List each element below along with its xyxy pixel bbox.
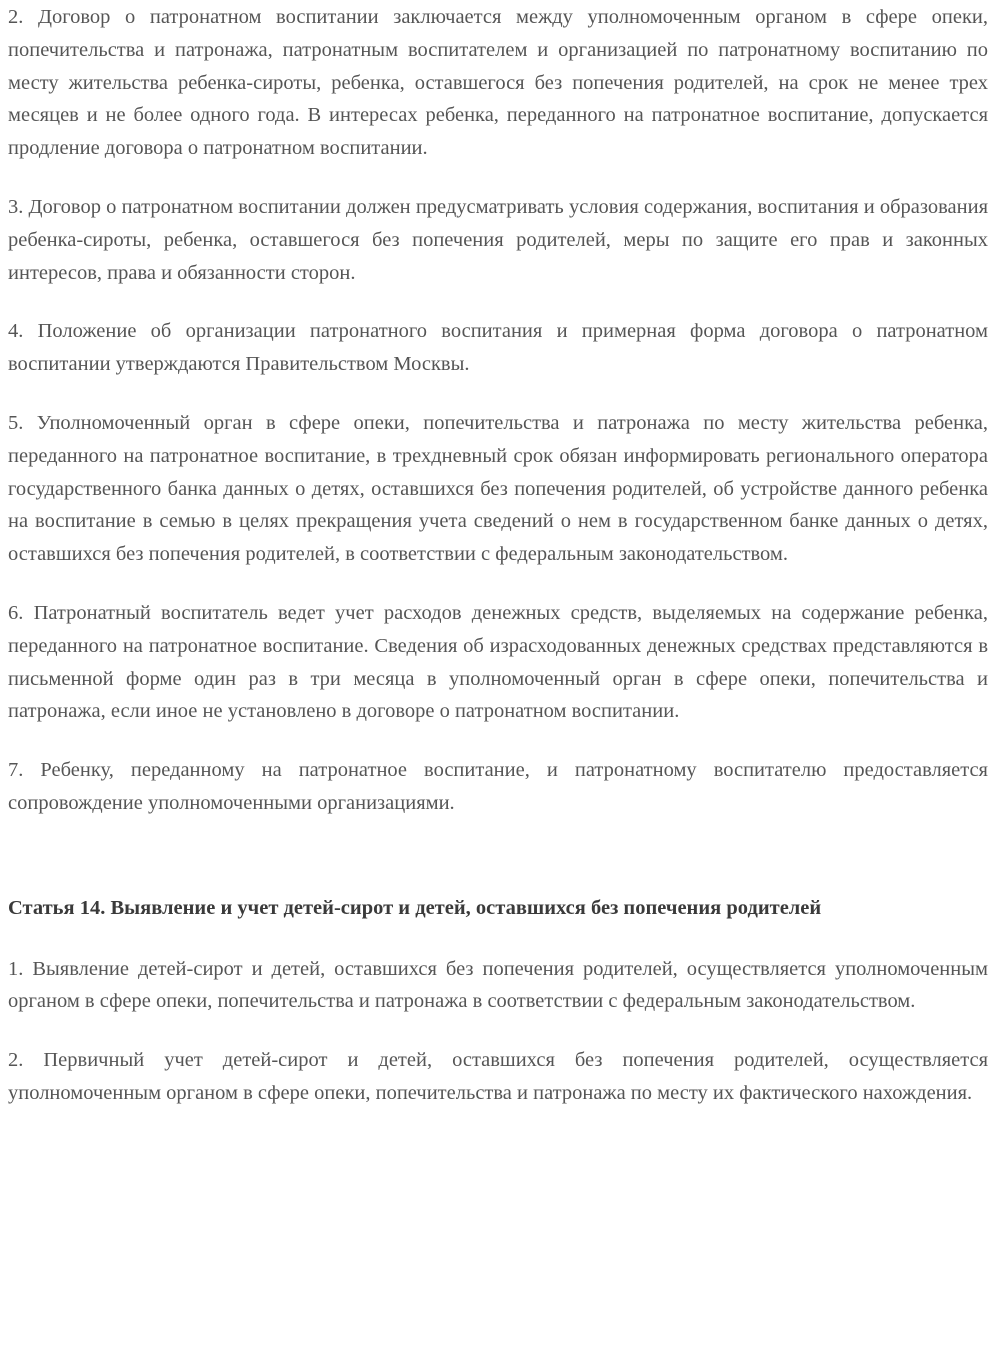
paragraph-3: 3. Договор о патронатном воспитании должен предусматривать условия содержания, воспитания и образования ребенка-сироты, ребенка, оставшегося без попечения родителей, меры по защите его прав и законных интересов, права и обязанности сторон. [8,195,988,284]
article-14-paragraph-2: 2. Первичный учет детей-сирот и детей, оставшихся без попечения родителей, осуществляется уполномоченным органом в сфере опеки, попечительства и патронажа по месту их фактического нахождения. [8,1049,988,1104]
paragraph-5: 5. Уполномоченный орган в сфере опеки, попечительства и патронажа по месту жительства ребенка, переданного на патронатное воспитание, в трехдневный срок обязан информировать регионального оператора государственного банка данных о детях, оставшихся без попечения родителей, об устройстве данного ребенка на воспитание в семью в целях прекращения учета сведений о нем в государственном банке данных о детях, оставшихся без попечения родителей, в соответствии с федеральным законодательством. [8,411,988,566]
article-14-heading: Статья 14. Выявление и учет детей-сирот и детей, оставшихся без попечения родителей [8,896,822,919]
article-14-paragraph-1: 1. Выявление детей-сирот и детей, оставшихся без попечения родителей, осуществляется уполномоченным органом в сфере опеки, попечительства и патронажа в соответствии с федеральным законодательством. [8,957,988,1013]
paragraph-4: 4. Положение об организации патронатного воспитания и примерная форма договора о патронатном воспитании утверждаются Правительством Москвы. [8,320,988,376]
paragraph-6: 6. Патронатный воспитатель ведет учет расходов денежных средств, выделяемых на содержание ребенка, переданного на патронатное воспитание. Сведения об израсходованных денежных средствах представляются в письменной форме один раз в три месяца в уполномоченный орган в сфере опеки, попечительства и патронажа, если иное не установлено в договоре о патронатном воспитании. [8,601,988,723]
paragraph-7: 7. Ребенку, переданному на патронатное воспитание, и патронатному воспитателю предоставляется сопровождение уполномоченными организациями. [8,759,988,814]
paragraph-2: 2. Договор о патронатном воспитании заключается между уполномоченным органом в сфере опеки, попечительства и патронажа, патронатным воспитателем и организацией по патронатному воспитанию по месту жительства ребенка-сироты, ребенка, оставшегося без попечения родителей, на срок не менее трех месяцев и не более одного года. В интересах ребенка, переданного на патронатное воспитание, допускается продление договора о патронатном воспитании. [8,6,988,160]
